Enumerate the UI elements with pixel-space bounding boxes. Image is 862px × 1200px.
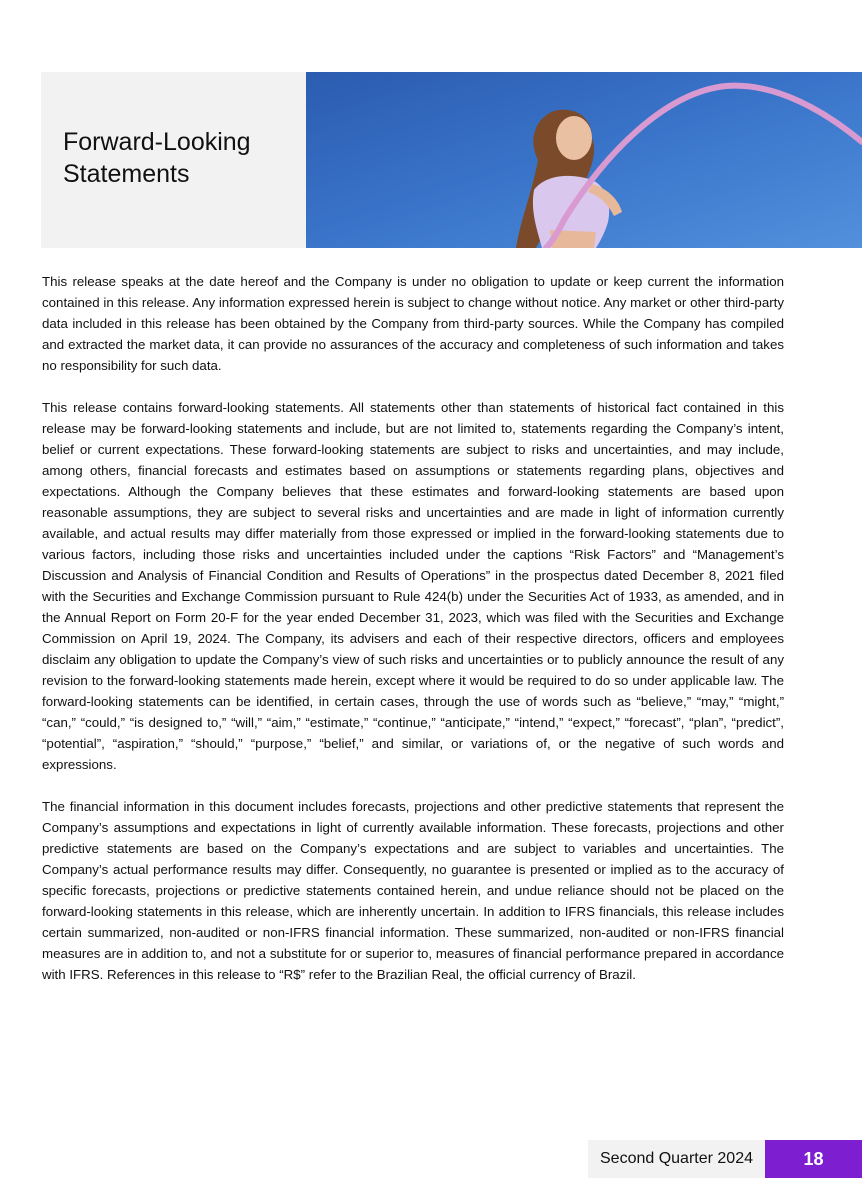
hero-image xyxy=(306,72,862,248)
footer-quarter-label: Second Quarter 2024 xyxy=(588,1140,765,1178)
page-title: Forward-Looking Statements xyxy=(63,128,251,188)
footer-page-number: 18 xyxy=(765,1140,862,1178)
paragraph-forward-looking: This release contains forward-looking statements. All statements other than statements of historical fact contained in this release may be forward-looking statements and include, but are not limited to, statements regarding the Company’s intent, belief or current expectations. These forward-looking statements are subject to risks and uncertainties, and may include, among others, financial forecasts and estimates based on assumptions or statements regarding plans, objectives and expectations. Although the Company believes that these estimates and forward-looking statements are based upon reasonable assumptions, they are subject to several risks and uncertainties and are made in light of information currently available, and actual results may differ materially from those expressed or implied in the forward-looking statements due to various factors, including those risks and uncertainties included under the captions “Risk Factors” and “Management’s Discussion and Analysis of Financial Condition and Results of Operations” in the prospectus dated December 8, 2021 filed with the Securities and Exchange Commission pursuant to Rule 424(b) under the Securities Act of 1933, as amended, and in the Annual Report on Form 20-F for the year ended December 31, 2023, which was filed with the Securities and Exchange Commission on April 19, 2024. The Company, its advisers and each of their respective directors, officers and employees disclaim any obligation to update the Company’s view of such risks and uncertainties or to publicly announce the result of any revision to the forward-looking statements made herein, except where it would be required to do so under applicable law. The forward-looking statements can be identified, in certain cases, through the use of words such as “believe,” “may,” “might,” “can,” “could,” “is designed to,” “will,” “aim,” “estimate,” “continue,” “anticipate,” “intend,” “expect,” “forecast”, “plan”, “predict”, “potential”, “aspiration,” “should,” “purpose,” “belief,” and similar, or variations of, or the negative of such words and expressions. xyxy=(42,400,784,772)
paragraph-financial-information: The financial information in this document includes forecasts, projections and other predictive statements that represent the Company’s assumptions and expectations in light of currently available information. These forecasts, projections and other predictive statements are based on the Company’s expectations and are subject to variables and uncertainties. The Company’s actual performance results may differ. Consequently, no guarantee is presented or implied as to the accuracy of specific forecasts, projections or predictive statements contained herein, and undue reliance should not be placed on the forward-looking statements in this release, which are inherently uncertain. In addition to IFRS financials, this release includes certain summarized, non-audited or non-IFRS financial information. These summarized, non-audited or non-IFRS financial measures are in addition to, and not a substitute for or superior to, measures of financial performance prepared in accordance with IFRS. References in this release to “R$” refer to the Brazilian Real, the official currency of Brazil. xyxy=(42,799,784,982)
header-panel xyxy=(41,72,306,248)
hero-photo-illustration xyxy=(306,72,862,248)
body-text xyxy=(42,271,784,1006)
paragraph-disclaimer: This release speaks at the date hereof and the Company is under no obligation to update or keep current the information contained in this release. Any information expressed herein is subject to change without notice. Any market or other third-party data included in this release has been obtained by the Company from third-party sources. While the Company has compiled and extracted the market data, it can provide no assurances of the accuracy and completeness of such information and takes no responsibility for such data. xyxy=(42,274,784,373)
